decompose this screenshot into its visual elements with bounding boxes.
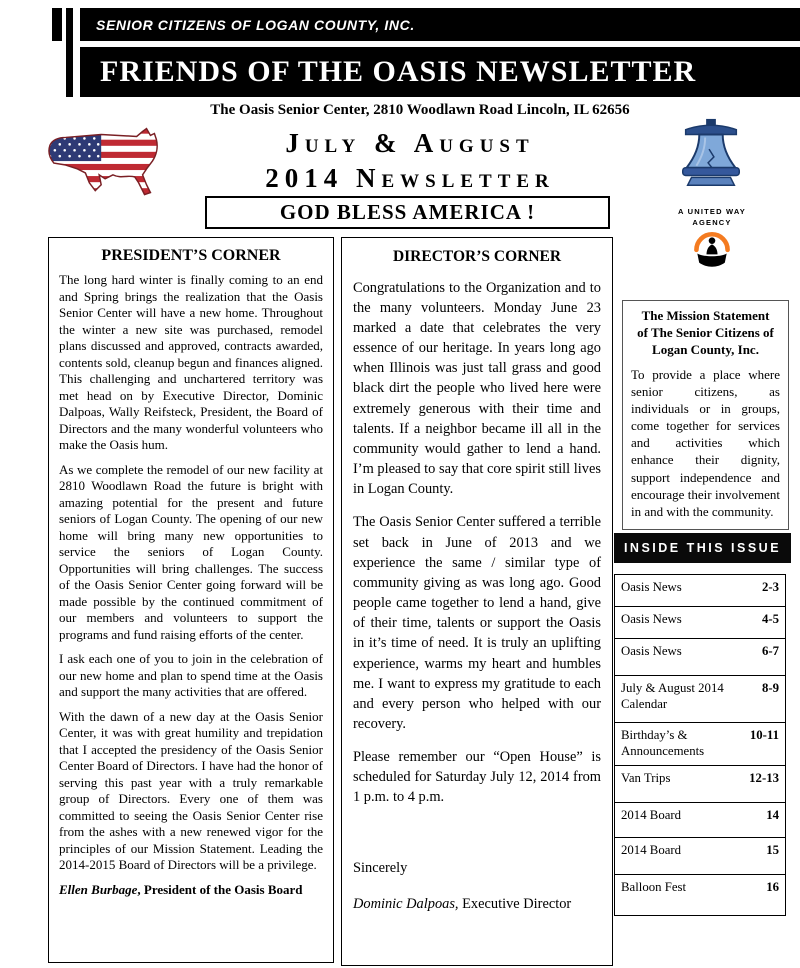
toc-item-pages: 15: [766, 843, 779, 857]
toc-item-label: Oasis News: [621, 612, 682, 626]
presidents-paragraph: As we complete the remodel of our new facility at 2810 Woodlawn Road the future is bright with amazing potential for the present and future seniors of Logan County. The opening of our new home will bring many new opportunities to service the seniors of Logan County. Opportunities will bring challenges. The success of the Oasis Senior Center going forward will be made possible by the continued commitment of our members and volunteers to support the programs and fund raising efforts of the center.: [59, 461, 323, 642]
toc-item-pages: 14: [766, 808, 779, 822]
toc-row: [614, 574, 786, 607]
god-bless-banner: GOD BLESS AMERICA !: [205, 196, 610, 229]
toc-item-label: Oasis News: [621, 580, 682, 594]
masthead-rule-stub: [52, 8, 62, 41]
president-signature: [59, 882, 323, 899]
toc-item-label: Van Trips: [621, 771, 671, 785]
toc-item-pages: 4-5: [761, 612, 779, 626]
org-name-bar: [80, 8, 800, 41]
toc-item-label: 2014 Board: [621, 843, 682, 857]
toc-item-pages: 2-3: [761, 580, 779, 594]
directors-paragraph: Congratulations to the Organization and to the many volunteers. Monday June 23 marked a date that celebrates the very essence of our heritage. In years long ago when Illinois was just tall grass and good black dirt the people who lived here were extremely generous with their time and talents. If a neighbor became ill all in the community would gather to lend a hand. I’m pleased to say that core spirit still lives in Logan County.: [353, 279, 601, 498]
toc-item-pages: 8-9: [761, 681, 779, 695]
toc-row: [614, 874, 786, 916]
toc-row: [614, 765, 786, 803]
toc-item-pages: 6-7: [761, 644, 779, 658]
org-name: SENIOR CITIZENS OF LOGAN COUNTY, INC.: [96, 16, 415, 33]
director-signature: [353, 894, 601, 914]
issue-title-line2: 2014 Newsletter: [265, 163, 555, 193]
presidents-paragraph: The long hard winter is finally coming to an end and Spring brings the realization that the Oasis Senior Center will have a new home. Throughout the winter a new site was purchased, remodel plans discussed and approved, contracts awarded, contents sold, cleanup begun and finances aligned. This challenging and unchartered territory was met head on by Executive Director, Dominic Dalpoas, Wally Reifsteck, President, the Board of Directors and the many wonderful volunteers who make the Oasis hum.: [59, 272, 323, 453]
toc-item-label: Balloon Fest: [621, 880, 687, 894]
director-signature-name: Dominic Dalpoas,: [353, 895, 459, 912]
united-way-logo-icon: [690, 226, 734, 270]
toc-item-pages: 16: [766, 880, 779, 894]
toc-row: [614, 638, 786, 676]
united-way-label-line2: AGENCY: [692, 218, 732, 228]
mission-body: To provide a place where senior citizens, as individuals or in groups, come together for services and activities which enhance their dignity, support independence and encourage their involvement in and with the community.: [631, 366, 780, 519]
masthead-rule-vertical: [66, 8, 73, 97]
usa-flag-icon: [44, 126, 182, 208]
mission-heading-line2: of The Senior Citizens of Logan County, Inc.: [637, 324, 774, 357]
presidents-corner-heading: PRESIDENT’S CORNER: [101, 247, 281, 264]
toc-row: [614, 722, 786, 766]
united-way-label-line1: A UNITED WAY: [677, 207, 747, 216]
toc-row: [614, 802, 786, 838]
table-of-contents: [614, 575, 786, 916]
inside-this-issue-header: INSIDE THIS ISSUE: [614, 533, 791, 563]
director-signature-title: Executive Director: [458, 895, 572, 912]
mission-heading-line1: The Mission Statement: [641, 308, 770, 323]
presidents-paragraph: I ask each one of you to join in the celebration of our new home and plan to spend time at the Oasis and support the many activities that are offered.: [59, 651, 323, 700]
toc-item-label: July & August 2014 Calendar: [621, 681, 724, 711]
liberty-bell-icon: [672, 114, 750, 196]
toc-row: [614, 675, 786, 723]
director-closing: Sincerely: [353, 859, 408, 876]
toc-item-label: Birthday’s & Announcements: [621, 728, 705, 758]
directors-corner-heading: DIRECTOR’S CORNER: [392, 248, 562, 265]
toc-item-pages: 12-13: [749, 771, 779, 785]
directors-paragraph: Please remember our “Open House” is scheduled for Saturday July 12, 2014 from 1 p.m. to 4 p.m.: [353, 749, 601, 806]
toc-row: [614, 837, 786, 875]
newsletter-title: FRIENDS OF THE OASIS NEWSLETTER: [100, 55, 697, 88]
toc-row: [614, 606, 786, 639]
president-signature-title: , President of the Oasis Board: [137, 881, 303, 897]
presidents-paragraph: With the dawn of a new day at the Oasis Senior Center, it was with great humility and trepidation that I accepted the presidency of the Oasis Senior Center Board of Directors. I have had the honor of serving this past year with a truly remarkable group of Directors. Every one of them was committed to seeing the Oasis Senior Center rise from the ashes with a new renewed vigor for the principles of our Mission Statement. Leading the 2014-2015 Board of Directors will be a privilege.: [59, 708, 323, 873]
issue-title-line1: July & August: [285, 128, 535, 158]
directors-corner-box: [341, 237, 613, 966]
mission-statement-box: [622, 300, 789, 530]
issue-title: [210, 128, 610, 194]
toc-item-label: 2014 Board: [621, 808, 682, 822]
presidents-corner-box: [48, 237, 334, 963]
president-signature-name: Ellen Burbage: [59, 881, 138, 897]
address-line: The Oasis Senior Center, 2810 Woodlawn Road Lincoln, IL 62656: [210, 102, 630, 118]
newsletter-title-bar: [80, 47, 800, 97]
toc-item-pages: 10-11: [749, 728, 779, 742]
toc-item-label: Oasis News: [621, 644, 682, 658]
directors-paragraph: The Oasis Senior Center suffered a terrible set back in June of 2013 and we experience the same / similar type of community giving as was long ago. Good people came together to lend a hand, give of their time, talents or support the Oasis in it’s time of need. It is truly an uplifting experience, warms my heart and humbles me. I want to express my gratitude to each and every person who helped with our recovery.: [353, 514, 601, 732]
